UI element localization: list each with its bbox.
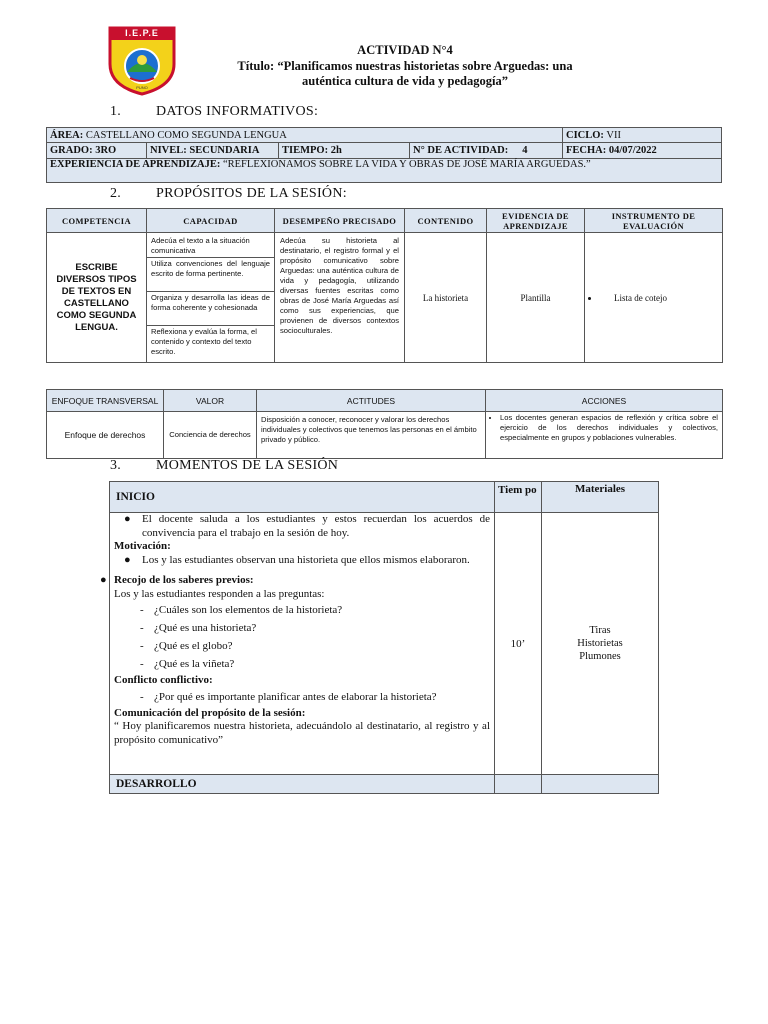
dash-icon: - (140, 621, 144, 634)
instrumento-item: • Lista de cotejo (600, 293, 719, 303)
evidencia-cell: Plantilla (487, 233, 585, 363)
inicio-item-text: El docente saluda a los estudiantes y estos recuerdan los acuerdos de convivencia para el trabajo en la sesión de hoy. (142, 513, 490, 539)
actitudes-cell: Disposición a conocer, reconocer y valorar los derechos individuales y colectivos que tenemos las personas en el ámbito privado y público. (257, 412, 486, 459)
tiempo-cell (279, 143, 410, 159)
capacidad-item: Adecúa el texto a la situación comunicativa (147, 235, 274, 258)
contenido-cell: La historieta (405, 233, 487, 363)
pregunta-item (114, 658, 490, 674)
header-evidencia: EVIDENCIA DE APRENDIZAJE (487, 209, 585, 233)
experiencia-cell (47, 159, 722, 183)
fecha-value: 04/07/2022 (608, 145, 657, 156)
motivacion-item (114, 554, 490, 568)
dash-icon: - (140, 603, 144, 616)
competencia-cell: ESCRIBE DIVERSOS TIPOS DE TEXTOS EN CASTELLANO COMO SEGUNDA LENGUA. (47, 233, 147, 363)
material-item: Tiras (589, 625, 611, 636)
capacidad-item: Reflexiona y evalúa la forma, el contenido y contexto del texto escrito. (151, 327, 257, 356)
nactividad-label: N° DE ACTIVIDAD: (413, 145, 509, 156)
area-label: ÁREA: (50, 129, 84, 141)
experiencia-label: EXPERIENCIA DE APRENDIZAJE: (50, 159, 221, 170)
fecha-cell (563, 143, 722, 159)
saberes-label (100, 574, 490, 588)
desarrollo-header: DESARROLLO (110, 775, 495, 794)
tiempo-value: 2h (330, 145, 342, 156)
ciclo-cell (563, 128, 722, 143)
pregunta-text: ¿Cuáles son los elementos de la historieta? (154, 603, 343, 616)
ciclo-label: CICLO: (566, 129, 604, 141)
bullet-icon: ● (100, 574, 107, 587)
materiales-header: Materiales (542, 482, 659, 513)
desarrollo-materiales (542, 775, 659, 794)
conflicto-label: Conflicto conflictivo: (114, 673, 213, 686)
dash-icon: - (140, 691, 144, 704)
nactividad-cell (410, 143, 563, 159)
dash-icon: - (140, 639, 144, 652)
nivel-value: SECUNDARIA (189, 145, 260, 156)
section-title: MOMENTOS DE LA SESIÓN (156, 458, 339, 473)
grado-label: GRADO: (50, 145, 93, 156)
acciones-cell (486, 412, 723, 459)
saberes-label-text: Recojo de los saberes previos: (114, 574, 254, 587)
area-cell (47, 128, 563, 143)
desempeno-cell: Adecúa su historieta al destinatario, el registro formal y el propósito comunicativo sobre Arguedas: una auténtica cultura de vida y pedagogía, utilizando diversas fuentes escritas como obras de José María Arguedas así como sus experiencias, que provienen de diversos contextos socioculturales. (275, 233, 405, 363)
activity-title-line2: auténtica cultura de vida y pedagogía” (302, 74, 508, 88)
header-valor: VALOR (164, 390, 257, 412)
section-title: DATOS INFORMATIVOS: (156, 104, 319, 119)
section-number: 3. (110, 458, 122, 473)
header-acciones: ACCIONES (486, 390, 723, 412)
section-number: 1. (110, 104, 122, 119)
header-enfoque: ENFOQUE TRANSVERSAL (47, 390, 164, 412)
pregunta-item (114, 640, 490, 658)
datos-informativos-table (46, 127, 722, 183)
material-item: Historietas (577, 638, 623, 649)
desarrollo-tiempo (495, 775, 542, 794)
section-title: PROPÓSITOS DE LA SESIÓN: (156, 186, 347, 201)
pregunta-item (114, 622, 490, 640)
pregunta-text: ¿Qué es la viñeta? (154, 657, 235, 670)
capacidad-cell (147, 233, 275, 363)
dash-icon: - (140, 657, 144, 670)
comunicacion-text: “ Hoy planificaremos nuestra historieta, adecuándolo al destinatario, al registro y al propósito comunicativo” (114, 720, 490, 746)
motivacion-label: Motivación: (114, 540, 171, 553)
tiempo-label: TIEMPO: (282, 145, 329, 156)
experiencia-value: “REFLEXIONAMOS SOBRE LA VIDA Y OBRAS DE JOSÉ MARÍA ARGUEDAS.” (222, 159, 591, 170)
logo-bottom-text: PUNO (136, 85, 148, 90)
header-contenido: CONTENIDO (405, 209, 487, 233)
section-momentos (110, 458, 338, 474)
propositos-table (46, 208, 723, 363)
header-actitudes: ACTITUDES (257, 390, 486, 412)
acciones-item: • Los docentes generan espacios de reflexión y crítica sobre el ejercicio de los derechos individuales y colectivos, especialmente en grupos y poblaciones vulnerables. (500, 413, 718, 443)
comunicacion-label: Comunicación del propósito de la sesión: (114, 706, 306, 719)
tiempo-cell: 10’ (495, 513, 542, 775)
capacidad-item: Utiliza convenciones del lenguaje escrito de forma pertinente. (147, 258, 274, 292)
nactividad-value: 4 (522, 145, 528, 156)
school-logo (104, 24, 180, 96)
header-instrumento: INSTRUMENTO DE EVALUACIÓN (585, 209, 723, 233)
header-competencia: COMPETENCIA (47, 209, 147, 233)
inicio-item (114, 513, 490, 540)
header-capacidad: CAPACIDAD (147, 209, 275, 233)
inicio-header: INICIO (110, 482, 495, 513)
material-item: Plumones (579, 651, 621, 662)
section-number: 2. (110, 186, 122, 201)
enfoque-cell: Enfoque de derechos (47, 412, 164, 459)
pregunta-text: ¿Qué es el globo? (154, 639, 233, 652)
conflicto-item (114, 691, 490, 705)
bullet-icon: ● (124, 513, 131, 525)
header-desempeno: DESEMPEÑO PRECISADO (275, 209, 405, 233)
materiales-cell (542, 513, 659, 775)
section-propositos (110, 186, 347, 202)
instrumento-cell (585, 233, 723, 363)
area-value: CASTELLANO COMO SEGUNDA LENGUA (85, 129, 287, 141)
logo-text: I.E.P.E (125, 28, 159, 38)
motivacion-text: Los y las estudiantes observan una historieta que ellos mismos elaboraron. (142, 553, 470, 566)
nivel-cell (147, 143, 279, 159)
fecha-label: FECHA: (566, 145, 607, 156)
momentos-table (100, 481, 659, 794)
ciclo-value: VII (606, 129, 621, 141)
tiempo-header: Tiem po (495, 482, 542, 513)
pregunta-item (114, 604, 490, 622)
valor-cell: Conciencia de derechos (164, 412, 257, 459)
bullet-icon: ● (124, 553, 131, 566)
saberes-intro: Los y las estudiantes responden a las preguntas: (114, 587, 325, 600)
grado-value: 3RO (95, 145, 117, 156)
capacidad-item: Organiza y desarrolla las ideas de forma coherente y cohesionada (147, 292, 274, 326)
activity-number: ACTIVIDAD N°4 (357, 43, 453, 57)
activity-title-line1: Título: “Planificamos nuestras historietas sobre Arguedas: una (237, 59, 573, 73)
conflicto-text: ¿Por qué es importante planificar antes de elaborar la historieta? (154, 691, 437, 704)
nivel-label: NIVEL: (150, 145, 187, 156)
enfoque-table (46, 389, 723, 459)
pregunta-text: ¿Qué es una historieta? (154, 621, 257, 634)
section-datos-informativos (110, 104, 318, 120)
inicio-content (100, 513, 495, 775)
grado-cell (47, 143, 147, 159)
